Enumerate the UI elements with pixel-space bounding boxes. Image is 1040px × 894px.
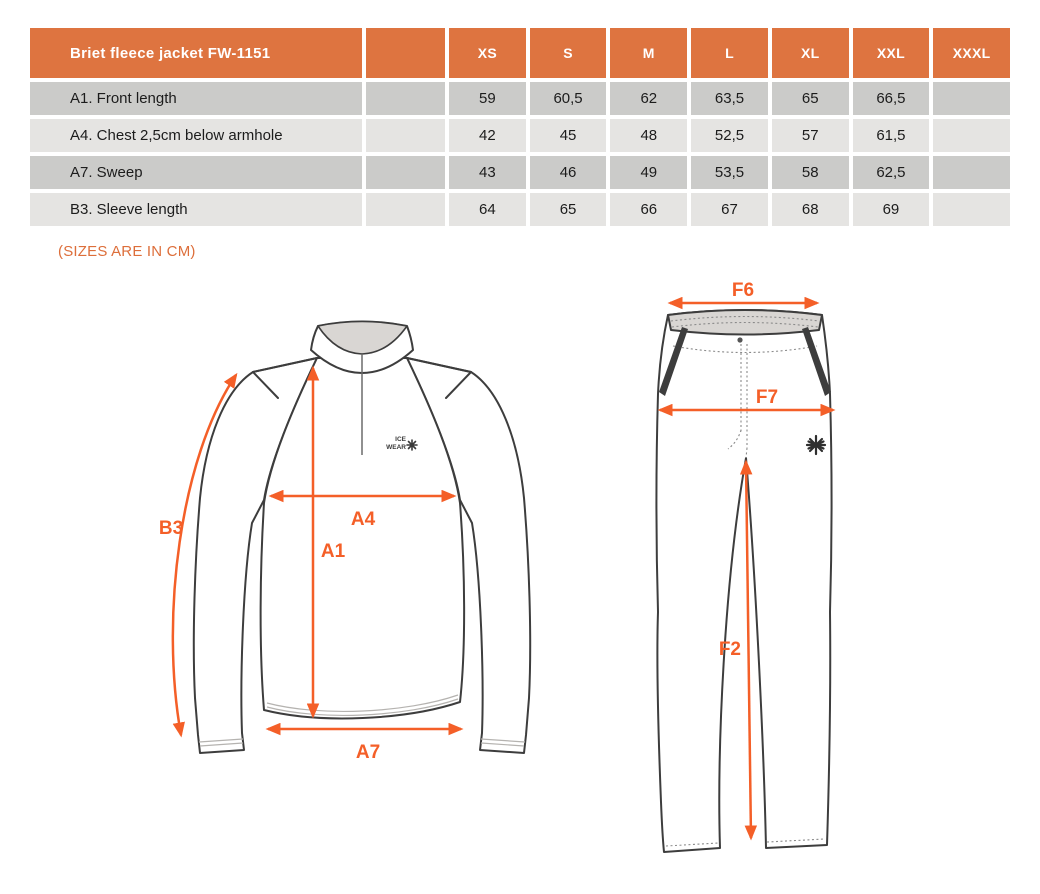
- table-cell: [933, 82, 1010, 115]
- table-cell: 57: [772, 119, 849, 152]
- table-cell: 62: [610, 82, 687, 115]
- size-header-s: S: [530, 28, 607, 78]
- sizes-note: (SIZES ARE IN CM): [58, 243, 196, 260]
- table-cell: 53,5: [691, 156, 768, 189]
- size-table: [30, 28, 1010, 226]
- size-header-xxl: XXL: [853, 28, 930, 78]
- f6-label: F6: [731, 282, 755, 301]
- table-cell: 43: [449, 156, 526, 189]
- table-cell: 67: [691, 193, 768, 226]
- pants-body: [657, 310, 832, 852]
- table-cell: 49: [610, 156, 687, 189]
- row-label: A4. Chest 2,5cm below armhole: [30, 119, 362, 152]
- table-cell: 65: [530, 193, 607, 226]
- table-cell: 48: [610, 119, 687, 152]
- size-header-xs: XS: [449, 28, 526, 78]
- table-cell: 63,5: [691, 82, 768, 115]
- table-cell: 66: [610, 193, 687, 226]
- table-cell: 52,5: [691, 119, 768, 152]
- table-cell: 65: [772, 82, 849, 115]
- snowflake-icon: [807, 436, 825, 454]
- table-cell: 61,5: [853, 119, 930, 152]
- row-empty-cell: [366, 193, 445, 226]
- table-cell: 58: [772, 156, 849, 189]
- size-header-m: M: [610, 28, 687, 78]
- a4-label: A4: [350, 509, 376, 530]
- size-header-xl: XL: [772, 28, 849, 78]
- brand-logo-line2: WEAR: [386, 444, 406, 451]
- table-cell: 45: [530, 119, 607, 152]
- table-cell: 62,5: [853, 156, 930, 189]
- waist-button: [737, 337, 742, 342]
- brand-logo-line1: ICE: [395, 436, 406, 443]
- row-empty-cell: [366, 119, 445, 152]
- row-label: B3. Sleeve length: [30, 193, 362, 226]
- a7-label: A7: [355, 742, 381, 763]
- table-cell: [933, 119, 1010, 152]
- table-cell: [933, 156, 1010, 189]
- table-cell: 59: [449, 82, 526, 115]
- table-cell: 64: [449, 193, 526, 226]
- b3-label: B3: [158, 518, 184, 539]
- row-label: A1. Front length: [30, 82, 362, 115]
- f2-label: F2: [718, 639, 741, 660]
- table-cell: 69: [853, 193, 930, 226]
- snowflake-icon: [407, 440, 417, 450]
- pants-diagram: [620, 282, 890, 882]
- table-cell: 68: [772, 193, 849, 226]
- row-label: A7. Sweep: [30, 156, 362, 189]
- table-cell: 60,5: [530, 82, 607, 115]
- table-cell: 42: [449, 119, 526, 152]
- size-header-l: L: [691, 28, 768, 78]
- size-header-xxxl: XXXL: [933, 28, 1010, 78]
- table-cell: [933, 193, 1010, 226]
- jacket-diagram: [140, 298, 610, 798]
- table-title: Briet fleece jacket FW-1151: [30, 28, 362, 78]
- row-empty-cell: [366, 82, 445, 115]
- a1-label: A1: [320, 541, 346, 562]
- f7-label: F7: [755, 387, 779, 408]
- table-header-empty: [366, 28, 445, 78]
- row-empty-cell: [366, 156, 445, 189]
- table-cell: 46: [530, 156, 607, 189]
- table-cell: 66,5: [853, 82, 930, 115]
